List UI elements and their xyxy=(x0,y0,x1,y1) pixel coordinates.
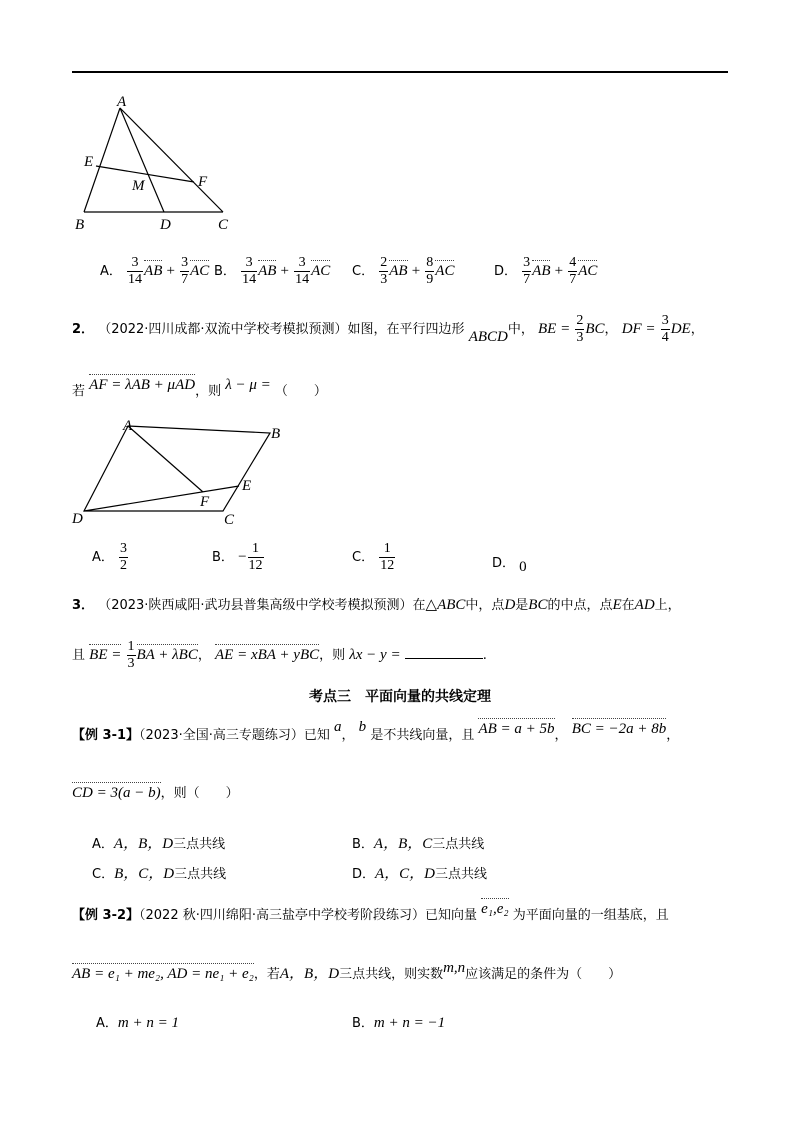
label-a: A xyxy=(117,94,127,110)
label-b: B xyxy=(75,217,85,232)
example-3-1-option-a[interactable]: A．A，B，D三点共线 xyxy=(92,836,226,852)
label-b: B xyxy=(271,426,281,442)
segment-de xyxy=(84,486,239,511)
side-ac xyxy=(120,108,223,212)
q1-option-b[interactable]: B． $\frac{3}{14}$ AB + $\frac{3}{14}$ AC xyxy=(214,255,331,287)
parallelogram-figure xyxy=(70,416,290,526)
example-3-1-option-c[interactable]: C．B，C，D三点共线 xyxy=(92,866,227,882)
label-f: F xyxy=(198,174,208,190)
example-3-1-option-b[interactable]: B．A，B，C三点共线 xyxy=(352,836,485,852)
q1-option-c[interactable]: C． $\frac{2}{3}$ AB + $\frac{8}{9}$ AC xyxy=(352,255,455,287)
q2-option-d[interactable]: D． 0 xyxy=(492,556,527,575)
q3-stem: 3． （2023·陕西咸阳·武功县普集高级中学校考模拟预测）在△ABC中，点D是BC的中点，点E在AD上， xyxy=(72,597,681,613)
label-m: M xyxy=(132,178,145,194)
example-3-1-stem-line2: CD = 3(a − b)，则（ ） xyxy=(72,785,239,801)
q2-option-a[interactable]: A． $\frac{3}{2}$ xyxy=(92,541,128,573)
segment-ad xyxy=(120,108,164,212)
label-c: C xyxy=(218,217,229,232)
q2-option-c[interactable]: C． $\frac{1}{12}$ xyxy=(352,541,395,573)
q2-stem: 2． （2022·四川成都·双流中学校考模拟预测）如图，在平行四边形 ABCD中， BE = $\frac{2}{3}$ BC， DF = $\frac{3}{4}$ DE， xyxy=(72,313,704,345)
example-3-1-option-d[interactable]: D．A，C，D三点共线 xyxy=(352,866,488,882)
header-rule xyxy=(72,71,728,73)
label-e: E xyxy=(84,154,94,170)
example-3-2-option-a[interactable]: A．m + n = 1 xyxy=(96,1015,179,1031)
q2-stem-line2: 若 AF = λAB + μAD，则 λ − μ = （ ） xyxy=(72,377,327,399)
example-3-2-stem: 【例 3-2】（2022 秋·四川绵阳·高三盐亭中学校考阶段练习）已知向量 e₁,e₂ 为平面向量的一组基底，且 xyxy=(72,901,669,923)
segment-af xyxy=(128,426,203,492)
label-d: D xyxy=(160,217,171,232)
example-3-1-stem: 【例 3-1】（2023·全国·高三专题练习）已知 a， b 是不共线向量，且 AB = a + 5b， BC = −2a + 8b， xyxy=(72,719,680,743)
section-title: 考点三 平面向量的共线定理 xyxy=(309,689,491,705)
q1-option-a[interactable]: A． $\frac{3}{14}$ AB + $\frac{3}{7}$ AC xyxy=(100,255,210,287)
label-a: A xyxy=(123,418,133,434)
q2-option-b[interactable]: B． − $\frac{1}{12}$ xyxy=(212,541,263,573)
label-e: E xyxy=(242,478,252,494)
q3-stem-line2: 且 BE = $\frac{1}{3}$ BA + λBC， AE = xBA + yBC，则 λx − y = . xyxy=(72,639,487,671)
triangle-figure xyxy=(70,92,240,232)
answer-blank[interactable] xyxy=(405,646,483,659)
q1-option-d[interactable]: D． $\frac{3}{7}$ AB + $\frac{4}{7}$ AC xyxy=(494,255,598,287)
example-3-2-option-b[interactable]: B．m + n = −1 xyxy=(352,1015,446,1031)
example-3-2-stem-line2: AB = e₁ + me₂, AD = ne₁ + e₂，若A，B，D三点共线，则实数m,n应该满足的条件为（ ） xyxy=(72,960,622,982)
label-f: F xyxy=(200,494,210,510)
label-d: D xyxy=(72,511,83,526)
label-c: C xyxy=(224,512,235,526)
